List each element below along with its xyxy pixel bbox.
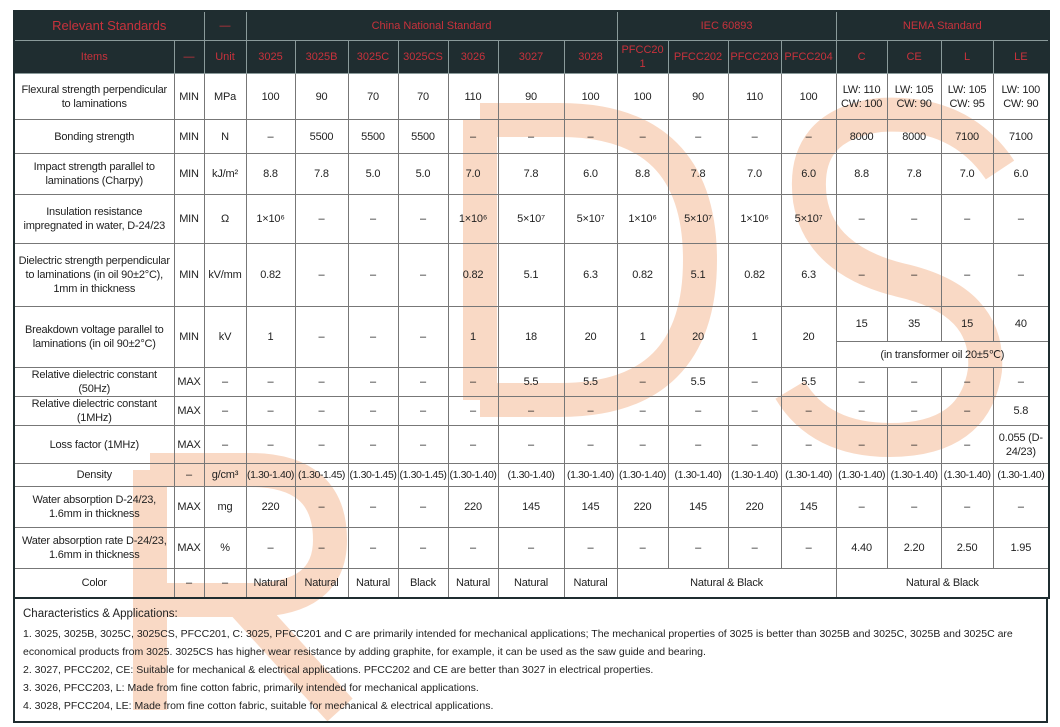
- value-cell: –: [498, 426, 564, 464]
- notes-title: Characteristics & Applications:: [23, 607, 178, 620]
- value-cell: 4.40: [836, 528, 887, 569]
- value-cell: –: [993, 487, 1049, 528]
- limit-cell: MIN: [174, 74, 204, 120]
- value-cell: –: [448, 528, 498, 569]
- value-cell: 18: [498, 307, 564, 368]
- value-cell: 1.95: [993, 528, 1049, 569]
- value-cell: –: [448, 120, 498, 154]
- value-cell: 8.8: [246, 154, 295, 195]
- value-cell: 2.20: [887, 528, 941, 569]
- limit-cell: MAX: [174, 528, 204, 569]
- limit-cell: MAX: [174, 397, 204, 426]
- table-row: [14, 74, 1049, 120]
- item-cell: Insulation resistance impregnated in water, D-24/23: [14, 195, 174, 244]
- value-cell: (1.30-1.40): [246, 464, 295, 487]
- value-cell: –: [836, 368, 887, 397]
- value-cell: 1×10⁶: [246, 195, 295, 244]
- grade-header: 3025C: [348, 41, 398, 74]
- value-cell: 1×10⁶: [728, 195, 781, 244]
- grade-header: 3025B: [295, 41, 348, 74]
- unit-cell: –: [204, 426, 246, 464]
- value-cell: 0.055 (D-24/23): [993, 426, 1049, 464]
- value-cell: 6.3: [781, 244, 836, 307]
- item-cell: Impact strength parallel to laminations (Charpy): [14, 154, 174, 195]
- value-cell: 35: [887, 307, 941, 342]
- unit-cell: –: [204, 368, 246, 397]
- item-cell: Dielectric strength perpendicular to laminations (in oil 90±2°C), 1mm in thickness: [14, 244, 174, 307]
- color-value-cell: Natural: [564, 569, 617, 598]
- unit-cell: %: [204, 528, 246, 569]
- value-cell: 7.8: [668, 154, 728, 195]
- value-cell: –: [668, 426, 728, 464]
- value-cell: 20: [564, 307, 617, 368]
- value-cell: –: [498, 120, 564, 154]
- value-cell: 5×10⁷: [564, 195, 617, 244]
- value-cell: 7100: [941, 120, 993, 154]
- value-cell: –: [398, 307, 448, 368]
- value-cell: 100: [564, 74, 617, 120]
- limit-cell: MAX: [174, 368, 204, 397]
- value-cell: 7.8: [295, 154, 348, 195]
- value-cell: –: [887, 426, 941, 464]
- note-1: 1. 3025, 3025B, 3025C, 3025CS, PFCC201, C: 3025, PFCC201 and C are primarily intended for mechanical applications; The mechanical properties of 3025 is better than 3025B and 3025C, 3025B and 3025C are economical products from 3025. 3025CS has higher wear resistance by adding graphite, for example, it can be used as the saw guide and bearing.: [23, 627, 1013, 658]
- value-cell: (1.30-1.45): [398, 464, 448, 487]
- table-row: [14, 195, 1049, 244]
- value-cell: 7.8: [887, 154, 941, 195]
- value-cell: 5×10⁷: [668, 195, 728, 244]
- dash-header: —: [204, 11, 246, 41]
- unit-cell: kV: [204, 307, 246, 368]
- value-cell: (1.30-1.40): [564, 464, 617, 487]
- unit-cell: N: [204, 120, 246, 154]
- value-cell: 0.82: [246, 244, 295, 307]
- value-cell: 110: [448, 74, 498, 120]
- group-china: China National Standard: [246, 11, 617, 41]
- value-cell: 1: [246, 307, 295, 368]
- limit-cell: MAX: [174, 487, 204, 528]
- value-cell: –: [295, 528, 348, 569]
- value-cell: –: [728, 397, 781, 426]
- grade-header: PFCC202: [668, 41, 728, 74]
- unit-cell: Ω: [204, 195, 246, 244]
- group-nema: NEMA Standard: [836, 11, 1049, 41]
- value-cell: 15: [836, 307, 887, 342]
- value-cell: –: [348, 528, 398, 569]
- grade-header: CE: [887, 41, 941, 74]
- value-cell: 5.5: [498, 368, 564, 397]
- value-cell: –: [246, 120, 295, 154]
- limit-cell: MIN: [174, 120, 204, 154]
- value-cell: –: [295, 307, 348, 368]
- value-cell: –: [398, 195, 448, 244]
- value-cell: (1.30-1.40): [836, 464, 887, 487]
- value-cell: (1.30-1.40): [498, 464, 564, 487]
- value-cell: LW: 110 CW: 100: [836, 74, 887, 120]
- value-cell: –: [498, 397, 564, 426]
- value-cell: –: [448, 426, 498, 464]
- value-cell: –: [728, 120, 781, 154]
- unit-cell: –: [204, 397, 246, 426]
- table-row: [14, 307, 1049, 342]
- value-cell: 5500: [295, 120, 348, 154]
- item-cell: Water absorption rate D-24/23, 1.6mm in thickness: [14, 528, 174, 569]
- value-cell: –: [781, 426, 836, 464]
- value-cell: –: [887, 487, 941, 528]
- value-cell: 145: [668, 487, 728, 528]
- table-row: [14, 464, 1049, 487]
- value-cell: –: [941, 368, 993, 397]
- value-cell: 220: [246, 487, 295, 528]
- items-header: Items: [14, 41, 174, 74]
- value-cell: –: [398, 368, 448, 397]
- grade-header: 3027: [498, 41, 564, 74]
- value-cell: (1.30-1.40): [728, 464, 781, 487]
- color-iec-cell: Natural & Black: [617, 569, 836, 598]
- value-cell: –: [398, 397, 448, 426]
- color-unit-cell: –: [204, 569, 246, 598]
- value-cell: 5500: [348, 120, 398, 154]
- grade-header: LE: [993, 41, 1049, 74]
- value-cell: 5.8: [993, 397, 1049, 426]
- value-cell: 5.5: [668, 368, 728, 397]
- nema-note-cell: (in transformer oil 20±5℃): [836, 342, 1049, 368]
- value-cell: 145: [781, 487, 836, 528]
- value-cell: –: [941, 397, 993, 426]
- value-cell: 7.8: [498, 154, 564, 195]
- color-item-cell: Color: [14, 569, 174, 598]
- unit-cell: kV/mm: [204, 244, 246, 307]
- value-cell: –: [993, 195, 1049, 244]
- relevant-standards-header: Relevant Standards: [14, 11, 204, 41]
- value-cell: –: [348, 426, 398, 464]
- value-cell: 110: [728, 74, 781, 120]
- value-cell: –: [398, 426, 448, 464]
- value-cell: 70: [348, 74, 398, 120]
- table-row: [14, 154, 1049, 195]
- value-cell: –: [295, 487, 348, 528]
- value-cell: 1: [728, 307, 781, 368]
- value-cell: 1: [448, 307, 498, 368]
- value-cell: –: [398, 528, 448, 569]
- limit-cell: MIN: [174, 244, 204, 307]
- value-cell: 5.0: [398, 154, 448, 195]
- item-cell: Water absorption D-24/23, 1.6mm in thickness: [14, 487, 174, 528]
- value-cell: 15: [941, 307, 993, 342]
- table-row: [14, 368, 1049, 397]
- value-cell: 20: [668, 307, 728, 368]
- value-cell: –: [941, 195, 993, 244]
- value-cell: 6.0: [993, 154, 1049, 195]
- value-cell: 220: [728, 487, 781, 528]
- value-cell: –: [564, 120, 617, 154]
- value-cell: –: [295, 368, 348, 397]
- value-cell: –: [781, 397, 836, 426]
- value-cell: (1.30-1.40): [617, 464, 668, 487]
- value-cell: 2.50: [941, 528, 993, 569]
- value-cell: –: [941, 244, 993, 307]
- value-cell: 145: [498, 487, 564, 528]
- grade-header: C: [836, 41, 887, 74]
- value-cell: –: [887, 244, 941, 307]
- value-cell: (1.30-1.45): [295, 464, 348, 487]
- value-cell: –: [348, 195, 398, 244]
- value-cell: LW: 100 CW: 90: [993, 74, 1049, 120]
- unit-cell: MPa: [204, 74, 246, 120]
- value-cell: –: [617, 528, 668, 569]
- value-cell: –: [668, 397, 728, 426]
- value-cell: 1×10⁶: [617, 195, 668, 244]
- unit-cell: g/cm³: [204, 464, 246, 487]
- color-value-cell: Natural: [498, 569, 564, 598]
- color-limit-cell: –: [174, 569, 204, 598]
- value-cell: –: [295, 397, 348, 426]
- value-cell: –: [617, 397, 668, 426]
- grade-header: 3025: [246, 41, 295, 74]
- value-cell: –: [295, 426, 348, 464]
- group-iec: IEC 60893: [617, 11, 836, 41]
- value-cell: 7.0: [728, 154, 781, 195]
- table-row: [14, 244, 1049, 307]
- value-cell: –: [617, 368, 668, 397]
- value-cell: 6.0: [564, 154, 617, 195]
- value-cell: 0.82: [617, 244, 668, 307]
- value-cell: (1.30-1.40): [941, 464, 993, 487]
- value-cell: –: [836, 426, 887, 464]
- value-cell: 8.8: [836, 154, 887, 195]
- unit-cell: mg: [204, 487, 246, 528]
- value-cell: –: [617, 120, 668, 154]
- value-cell: 1: [617, 307, 668, 368]
- value-cell: –: [836, 397, 887, 426]
- value-cell: –: [668, 120, 728, 154]
- item-cell: Bonding strength: [14, 120, 174, 154]
- value-cell: –: [887, 397, 941, 426]
- value-cell: (1.30-1.45): [348, 464, 398, 487]
- limit-cell: MIN: [174, 307, 204, 368]
- value-cell: 5×10⁷: [781, 195, 836, 244]
- value-cell: –: [246, 368, 295, 397]
- value-cell: –: [781, 528, 836, 569]
- value-cell: –: [617, 426, 668, 464]
- grade-header: 3026: [448, 41, 498, 74]
- value-cell: –: [668, 528, 728, 569]
- unit-cell: kJ/m²: [204, 154, 246, 195]
- value-cell: (1.30-1.40): [887, 464, 941, 487]
- characteristics-notes: [13, 599, 1048, 723]
- value-cell: –: [348, 397, 398, 426]
- value-cell: 1×10⁶: [448, 195, 498, 244]
- value-cell: LW: 105 CW: 90: [887, 74, 941, 120]
- table-row: [14, 569, 1049, 598]
- value-cell: 5.0: [348, 154, 398, 195]
- value-cell: 220: [617, 487, 668, 528]
- value-cell: (1.30-1.40): [781, 464, 836, 487]
- value-cell: –: [781, 120, 836, 154]
- specs-table: [13, 10, 1050, 599]
- table-row: [14, 120, 1049, 154]
- item-cell: Flexural strength perpendicular to laminations: [14, 74, 174, 120]
- value-cell: –: [728, 528, 781, 569]
- value-cell: –: [295, 195, 348, 244]
- grade-header: PFCC201: [617, 41, 668, 74]
- color-value-cell: Black: [398, 569, 448, 598]
- color-nema-cell: Natural & Black: [836, 569, 1049, 598]
- value-cell: –: [728, 426, 781, 464]
- item-cell: Relative dielectric constant (50Hz): [14, 368, 174, 397]
- limit-header: —: [174, 41, 204, 74]
- value-cell: –: [448, 397, 498, 426]
- value-cell: 0.82: [448, 244, 498, 307]
- value-cell: –: [348, 244, 398, 307]
- grade-header: L: [941, 41, 993, 74]
- color-value-cell: Natural: [295, 569, 348, 598]
- value-cell: –: [564, 528, 617, 569]
- value-cell: 5.1: [668, 244, 728, 307]
- note-4: 4. 3028, PFCC204, LE: Made from fine cotton fabric, suitable for mechanical & electrical applications.: [23, 699, 494, 712]
- value-cell: 5.5: [564, 368, 617, 397]
- value-cell: –: [941, 487, 993, 528]
- value-cell: –: [887, 368, 941, 397]
- value-cell: –: [246, 426, 295, 464]
- value-cell: 90: [498, 74, 564, 120]
- value-cell: –: [836, 195, 887, 244]
- value-cell: 8000: [887, 120, 941, 154]
- value-cell: 220: [448, 487, 498, 528]
- value-cell: 90: [668, 74, 728, 120]
- value-cell: –: [941, 426, 993, 464]
- value-cell: –: [348, 307, 398, 368]
- value-cell: 100: [781, 74, 836, 120]
- value-cell: (1.30-1.40): [448, 464, 498, 487]
- value-cell: –: [564, 426, 617, 464]
- value-cell: 5500: [398, 120, 448, 154]
- item-cell: Relative dielectric constant (1MHz): [14, 397, 174, 426]
- table-row: [14, 397, 1049, 426]
- grade-header: PFCC203: [728, 41, 781, 74]
- grade-header: 3025CS: [398, 41, 448, 74]
- value-cell: –: [498, 528, 564, 569]
- value-cell: –: [564, 397, 617, 426]
- value-cell: (1.30-1.40): [993, 464, 1049, 487]
- color-value-cell: Natural: [348, 569, 398, 598]
- color-value-cell: Natural: [246, 569, 295, 598]
- value-cell: 100: [246, 74, 295, 120]
- note-3: 3. 3026, PFCC203, L: Made from fine cotton fabric, primarily intended for mechanical applications.: [23, 681, 479, 694]
- value-cell: (1.30-1.40): [668, 464, 728, 487]
- value-cell: 145: [564, 487, 617, 528]
- limit-cell: –: [174, 464, 204, 487]
- value-cell: 20: [781, 307, 836, 368]
- value-cell: –: [246, 397, 295, 426]
- value-cell: –: [836, 487, 887, 528]
- grade-header: PFCC204: [781, 41, 836, 74]
- grade-header: 3028: [564, 41, 617, 74]
- limit-cell: MAX: [174, 426, 204, 464]
- unit-header: Unit: [204, 41, 246, 74]
- value-cell: 7.0: [448, 154, 498, 195]
- limit-cell: MIN: [174, 154, 204, 195]
- value-cell: 5×10⁷: [498, 195, 564, 244]
- note-2: 2. 3027, PFCC202, CE: Suitable for mechanical & electrical applications. PFCC202 and CE are better than 3027 in electrical properties.: [23, 663, 654, 676]
- value-cell: –: [728, 368, 781, 397]
- value-cell: –: [348, 368, 398, 397]
- value-cell: –: [246, 528, 295, 569]
- value-cell: 6.0: [781, 154, 836, 195]
- value-cell: –: [993, 244, 1049, 307]
- color-value-cell: Natural: [448, 569, 498, 598]
- value-cell: –: [398, 487, 448, 528]
- table-row: [14, 528, 1049, 569]
- value-cell: 100: [617, 74, 668, 120]
- item-cell: Loss factor (1MHz): [14, 426, 174, 464]
- value-cell: –: [993, 368, 1049, 397]
- value-cell: 0.82: [728, 244, 781, 307]
- table-row: [14, 487, 1049, 528]
- value-cell: 7.0: [941, 154, 993, 195]
- value-cell: 8000: [836, 120, 887, 154]
- value-cell: 40: [993, 307, 1049, 342]
- limit-cell: MIN: [174, 195, 204, 244]
- document: [13, 10, 1048, 723]
- value-cell: –: [348, 487, 398, 528]
- value-cell: –: [295, 244, 348, 307]
- item-cell: Density: [14, 464, 174, 487]
- value-cell: –: [448, 368, 498, 397]
- value-cell: 5.1: [498, 244, 564, 307]
- item-cell: Breakdown voltage parallel to laminations (in oil 90±2°C): [14, 307, 174, 368]
- value-cell: 8.8: [617, 154, 668, 195]
- value-cell: –: [398, 244, 448, 307]
- value-cell: 5.5: [781, 368, 836, 397]
- value-cell: 7100: [993, 120, 1049, 154]
- value-cell: 70: [398, 74, 448, 120]
- value-cell: 90: [295, 74, 348, 120]
- value-cell: 6.3: [564, 244, 617, 307]
- value-cell: LW: 105 CW: 95: [941, 74, 993, 120]
- value-cell: –: [836, 244, 887, 307]
- value-cell: –: [887, 195, 941, 244]
- table-row: [14, 426, 1049, 464]
